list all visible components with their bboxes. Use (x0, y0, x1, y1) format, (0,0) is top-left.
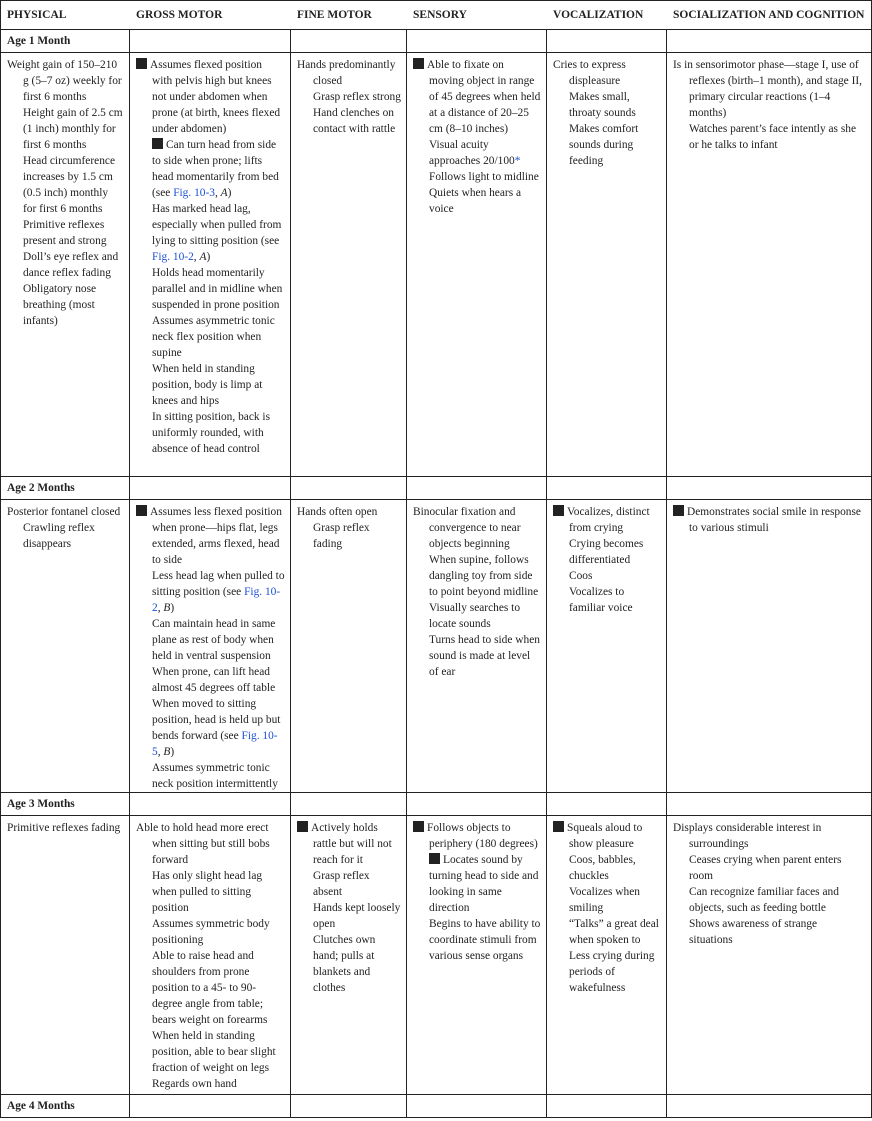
item-text: Turns head to side when sound is made at level of ear (429, 634, 540, 678)
item-text: Visual acuity approaches 20/100 (429, 139, 515, 167)
item-text: When prone, can lift head almost 45 degrees off table (152, 666, 276, 694)
list-item (413, 820, 541, 852)
age-label: Age 3 Months (1, 793, 130, 815)
cell-socialization-cognition (667, 816, 868, 1094)
list-item (673, 820, 863, 852)
footnote-link[interactable]: * (514, 155, 521, 167)
age-row-empty-cell (667, 793, 868, 815)
list-item (553, 884, 661, 916)
item-text: Hands predominantly closed (297, 59, 396, 87)
age-row (1, 793, 871, 816)
item-text: Visually searches to locate sounds (429, 602, 521, 630)
cell-vocalization (547, 53, 667, 476)
list-item (7, 520, 124, 552)
figure-link[interactable]: Fig. 10-5 (152, 730, 278, 758)
item-text: Less head lag when pulled to sitting position (see (152, 570, 285, 598)
list-item (673, 121, 863, 153)
cell-vocalization (547, 500, 667, 792)
list-item (297, 57, 401, 89)
item-text: Quiets when hears a voice (429, 187, 522, 215)
item-text: Demonstrates social smile in response to various stimuli (687, 506, 861, 534)
age-row-empty-cell (291, 30, 407, 52)
item-text: Assumes flexed position with pelvis high but knees not under abdomen when prone (at birth, knees flexed under abdomen) (150, 59, 281, 135)
item-text: Ceases crying when parent enters room (689, 854, 842, 882)
cell-gross-motor (130, 816, 291, 1094)
list-item (297, 105, 401, 137)
list-item (553, 916, 661, 948)
figure-part: B (163, 602, 171, 614)
item-text: Posterior fontanel closed (7, 506, 121, 518)
item-text: Coos (569, 570, 593, 582)
item-text: Coos, babbles, chuckles (569, 854, 636, 882)
cell-sensory (407, 816, 547, 1094)
item-text: Has only slight head lag when pulled to sitting position (152, 870, 263, 914)
list-item (413, 916, 541, 964)
figure-link[interactable]: Fig. 10-2 (152, 586, 281, 614)
item-text: Less crying during periods of wakefulness (569, 950, 655, 994)
list-item (673, 884, 863, 916)
item-text: Holds head momentarily parallel and in midline when suspended in prone position (152, 267, 283, 311)
item-text: Head circumference increases by 1.5 cm (0.5 inch) monthly for first 6 months (23, 155, 116, 215)
figure-link[interactable]: Fig. 10-2 (152, 251, 194, 263)
item-text: Can maintain head in same plane as rest of body when held in ventral suspension (152, 618, 276, 662)
figure-link[interactable]: Fig. 10-3 (173, 187, 215, 199)
age-row-empty-cell (547, 477, 667, 499)
age-row-empty-cell (407, 477, 547, 499)
item-text: Makes comfort sounds during feeding (569, 123, 639, 167)
list-item (413, 57, 541, 137)
list-item (297, 89, 401, 105)
item-text: Displays considerable interest in surroundings (673, 822, 822, 850)
item-text: Crying becomes differentiated (569, 538, 644, 566)
list-item: When moved to sitting position, head is held up but bends forward (see Fig. 10-5, B) (152, 698, 281, 758)
item-text: Has marked head lag, especially when pulled from lying to sitting position (see (152, 203, 282, 247)
item-text: Shows awareness of strange situations (689, 918, 818, 946)
key-milestone-marker-icon (673, 505, 684, 516)
list-item (413, 552, 541, 600)
list-item (7, 153, 124, 217)
cell-vocalization (547, 816, 667, 1094)
item-text: Able to hold head more erect when sitting but still bobs forward (136, 822, 270, 866)
key-milestone-marker-icon (152, 138, 163, 149)
item-text: Locates sound by turning head to side and looking in same direction (429, 854, 539, 914)
list-item: Can turn head from side to side when prone; lifts head momentarily from bed (see Fig. 10-3, A) (152, 139, 279, 199)
item-text: When held in standing position, able to bear slight fraction of weight on legs (152, 1030, 276, 1074)
age-row-empty-cell (547, 1095, 667, 1117)
item-text: Assumes symmetric body positioning (152, 918, 270, 946)
header-socialization-cognition: SOCIALIZATION AND COGNITION (673, 9, 865, 21)
list-item (413, 185, 541, 217)
cell-physical (1, 816, 130, 1094)
list-item (136, 760, 285, 792)
age-row-empty-cell (130, 1095, 291, 1117)
list-item (136, 504, 285, 568)
age-row-empty-cell (547, 30, 667, 52)
age-row-empty-cell (667, 30, 868, 52)
cell-sensory (407, 500, 547, 792)
item-text: Grasp reflex strong (313, 91, 401, 103)
table-header (1, 0, 871, 30)
list-item (297, 868, 401, 900)
list-item (553, 57, 661, 89)
list-item (673, 916, 863, 948)
item-text: Follows light to midline (429, 171, 539, 183)
item-text: Actively holds rattle but will not reach for it (311, 822, 392, 866)
cell-physical (1, 53, 130, 476)
list-item (553, 948, 661, 996)
list-item (413, 852, 541, 916)
item-text: Regards own hand (152, 1078, 237, 1090)
cell-gross-motor (130, 500, 291, 792)
item-text: Follows objects to periphery (180 degrees) (427, 822, 538, 850)
cell-fine-motor (291, 500, 407, 792)
header-fine-motor: FINE MOTOR (297, 9, 372, 21)
list-item (136, 664, 285, 696)
list-item (136, 868, 285, 916)
age-row (1, 1095, 871, 1118)
item-text: Doll’s eye reflex and dance reflex fading (23, 251, 119, 279)
list-item (136, 265, 285, 313)
item-text: Hand clenches on contact with rattle (313, 107, 396, 135)
age-row-empty-cell (130, 793, 291, 815)
list-item (553, 89, 661, 121)
list-item (673, 852, 863, 884)
age-row-empty-cell (667, 477, 868, 499)
item-text: Makes small, throaty sounds (569, 91, 636, 119)
item-text: Primitive reflexes present and strong (23, 219, 107, 247)
key-milestone-marker-icon (413, 58, 424, 69)
age-row-empty-cell (407, 793, 547, 815)
key-milestone-marker-icon (413, 821, 424, 832)
item-text: Vocalizes when smiling (569, 886, 640, 914)
cell-physical (1, 500, 130, 792)
item-text: Grasp reflex absent (313, 870, 370, 898)
list-item (136, 820, 285, 868)
age-row-empty-cell (407, 30, 547, 52)
list-item (7, 57, 124, 105)
list-item (297, 900, 401, 932)
item-text: Vocalizes, distinct from crying (567, 506, 650, 534)
age-row-empty-cell (291, 477, 407, 499)
list-item (673, 504, 863, 536)
list-item (136, 916, 285, 948)
cell-socialization-cognition (667, 500, 868, 792)
age-row-empty-cell (291, 1095, 407, 1117)
list-item (297, 520, 401, 552)
list-item (7, 281, 124, 329)
list-item (297, 504, 401, 520)
list-item (7, 820, 124, 836)
key-milestone-marker-icon (553, 505, 564, 516)
list-item (553, 584, 661, 616)
item-text: Assumes symmetric tonic neck position intermittently (152, 762, 278, 790)
list-item (7, 504, 124, 520)
item-text: Vocalizes to familiar voice (569, 586, 633, 614)
list-item (136, 361, 285, 409)
list-item (673, 57, 863, 121)
list-item (136, 948, 285, 1028)
figure-part: B (163, 746, 171, 758)
list-item (413, 504, 541, 552)
figure-part: A (199, 251, 207, 263)
list-item (297, 932, 401, 996)
key-milestone-marker-icon (429, 853, 440, 864)
figure-part: A (220, 187, 228, 199)
age-label: Age 2 Months (1, 477, 130, 499)
list-item (413, 632, 541, 680)
list-item (136, 57, 285, 137)
item-text: Hands often open (297, 506, 378, 518)
table-row (1, 53, 871, 477)
item-text: Assumes asymmetric tonic neck flex position when supine (152, 315, 275, 359)
age-row-empty-cell (130, 477, 291, 499)
item-text: Clutches own hand; pulls at blankets and clothes (313, 934, 376, 994)
key-milestone-marker-icon (136, 58, 147, 69)
item-text: Watches parent’s face intently as she or he talks to infant (689, 123, 857, 151)
list-item (553, 121, 661, 169)
list-item (7, 217, 124, 249)
item-text: Can recognize familiar faces and objects, such as feeding bottle (689, 886, 839, 914)
cell-sensory (407, 53, 547, 476)
list-item (297, 820, 401, 868)
item-text: Weight gain of 150–210 g (5–7 oz) weekly for first 6 months (7, 59, 122, 103)
list-item (413, 137, 541, 169)
list-item: Less head lag when pulled to sitting position (see Fig. 10-2, B) (152, 570, 285, 614)
list-item (136, 409, 285, 457)
age-row-empty-cell (407, 1095, 547, 1117)
item-text: Primitive reflexes fading (7, 822, 121, 834)
header-physical: PHYSICAL (7, 9, 67, 21)
age-row (1, 30, 871, 53)
list-item (7, 105, 124, 153)
table-row (1, 816, 871, 1095)
item-text: Able to fixate on moving object in range of 45 degrees when held at a distance of 20–25 cm (8–10 inches) (427, 59, 541, 135)
age-label: Age 1 Month (1, 30, 130, 52)
key-milestone-marker-icon (553, 821, 564, 832)
list-item (553, 536, 661, 568)
list-item (413, 169, 541, 185)
age-label: Age 4 Months (1, 1095, 130, 1117)
list-item: Has marked head lag, especially when pulled from lying to sitting position (see Fig. 10-2, A) (152, 203, 282, 263)
list-item (553, 852, 661, 884)
age-row-empty-cell (547, 793, 667, 815)
age-row (1, 477, 871, 500)
list-item (413, 600, 541, 632)
age-row-empty-cell (130, 30, 291, 52)
list-item (136, 616, 285, 664)
item-text: Assumes less flexed position when prone—hips flat, legs extended, arms flexed, head to side (150, 506, 282, 566)
item-text: “Talks” a great deal when spoken to (569, 918, 659, 946)
cell-fine-motor (291, 816, 407, 1094)
list-item (553, 504, 661, 536)
item-text: Binocular fixation and convergence to near objects beginning (413, 506, 521, 550)
list-item (553, 568, 661, 584)
item-text: When held in standing position, body is limp at knees and hips (152, 363, 263, 407)
list-item (553, 820, 661, 852)
item-text: Is in sensorimotor phase—stage I, use of reflexes (birth–1 month), and stage II, primary circular reactions (1–4 months) (673, 59, 863, 119)
item-text: Can turn head from side to side when prone; lifts head momentarily from bed (see (152, 139, 279, 199)
key-milestone-marker-icon (136, 505, 147, 516)
age-row-empty-cell (291, 793, 407, 815)
cell-socialization-cognition (667, 53, 868, 476)
header-sensory: SENSORY (413, 9, 467, 21)
list-item (7, 249, 124, 281)
cell-gross-motor (130, 53, 291, 476)
item-text: In sitting position, back is uniformly rounded, with absence of head control (152, 411, 271, 455)
item-text: When moved to sitting position, head is held up but bends forward (see (152, 698, 281, 742)
item-text: Grasp reflex fading (313, 522, 370, 550)
item-text: Hands kept loosely open (313, 902, 401, 930)
list-item (136, 1028, 285, 1076)
item-text: Crawling reflex disappears (23, 522, 95, 550)
header-vocalization: VOCALIZATION (553, 9, 644, 21)
list-item (136, 313, 285, 361)
item-text: Begins to have ability to coordinate stimuli from various sense organs (429, 918, 541, 962)
item-text: Height gain of 2.5 cm (1 inch) monthly for first 6 months (23, 107, 123, 151)
item-text: Squeals aloud to show pleasure (567, 822, 643, 850)
item-text: Cries to express displeasure (553, 59, 626, 87)
item-text: Able to raise head and shoulders from prone position to a 45- to 90-degree angle from table; bears weight on forearms (152, 950, 268, 1026)
item-text: Obligatory nose breathing (most infants) (23, 283, 97, 327)
item-text: When supine, follows dangling toy from side to point beyond midline (429, 554, 539, 598)
table-body (1, 30, 871, 1118)
key-milestone-marker-icon (297, 821, 308, 832)
table-row (1, 500, 871, 793)
header-gross-motor: GROSS MOTOR (136, 9, 223, 21)
age-row-empty-cell (667, 1095, 868, 1117)
list-item (136, 1076, 285, 1092)
cell-fine-motor (291, 53, 407, 476)
